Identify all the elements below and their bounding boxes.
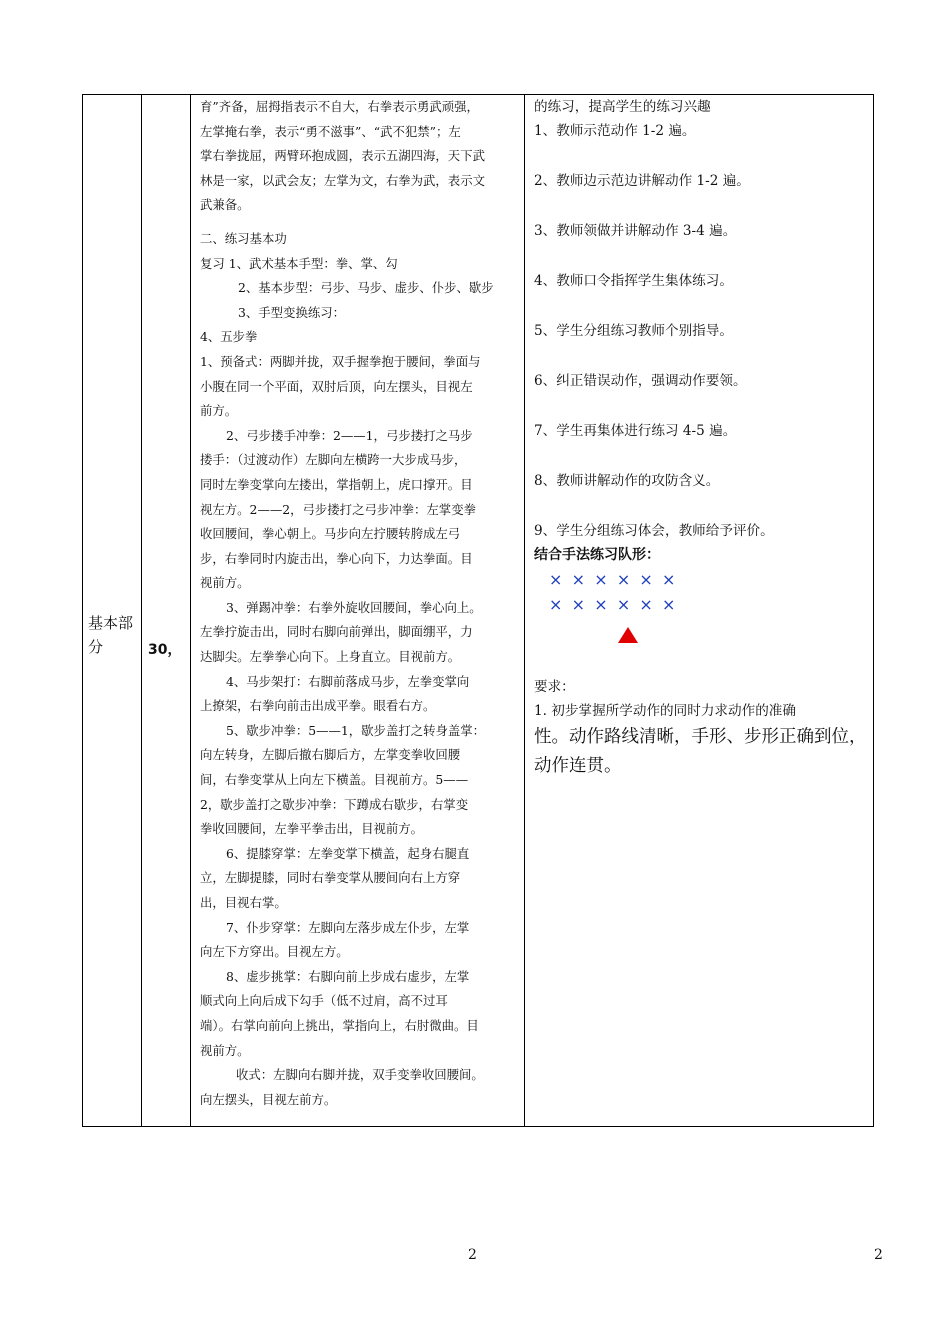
step-line: 间，右拳变掌从上向左下横盖。目视前方。5——	[200, 772, 469, 788]
step-line: 收回腰间，拳心朝上。马步向左拧腰转胯成左弓	[200, 526, 461, 542]
step-line: 视前方。	[200, 1042, 250, 1058]
column-divider	[524, 95, 525, 1126]
org-step-item: 8、教师讲解动作的攻防含义。	[534, 473, 720, 489]
step-line: 1、预备式：两脚并拢，双手握拳抱于腰间，拳面与	[200, 353, 481, 369]
formation-row: ××××××	[549, 595, 685, 614]
section-label: 基本部分	[88, 614, 134, 656]
step-line: 步，右拳同时内旋击出，拳心向下，力达拳面。目	[200, 550, 473, 566]
requirements-line: 1. 初步掌握所学动作的同时力求动作的准确	[534, 703, 796, 719]
teaching-content-cell	[200, 95, 520, 1112]
table-border-right	[873, 95, 874, 1126]
org-step-item: 1、教师示范动作 1-2 遍。	[534, 123, 696, 139]
org-first-line: 的练习，提高学生的练习兴趣	[534, 99, 711, 115]
org-step-item: 3、教师领做并讲解动作 3-4 遍。	[534, 223, 737, 239]
step-line: 2，歇步盖打之歇步冲拳：下蹲成右歇步，右掌变	[200, 796, 469, 812]
step-line: 4、马步架打：右脚前落成马步，左拳变掌向	[226, 673, 470, 689]
formation-row: ××××××	[549, 570, 685, 589]
org-step-item: 6、纠正错误动作，强调动作要领。	[534, 373, 747, 389]
wubuquan-steps	[200, 350, 520, 1112]
step-line: 向左转身，左脚后撤右脚后方，左掌变拳收回腰	[200, 747, 461, 763]
step-line: 8、虚步挑掌：右脚向前上步成右虚步，左掌	[226, 968, 470, 984]
step-line: 5、歇步冲拳：5——1，歇步盖打之转身盖掌：	[226, 722, 486, 738]
organization-cell	[534, 95, 869, 781]
org-step-item: 5、学生分组练习教师个别指导。	[534, 323, 733, 339]
step-line: 向左摆头，目视左前方。	[200, 1091, 337, 1107]
step-line: 达脚尖。左拳拳心向下。上身直立。目视前方。	[200, 649, 461, 665]
org-step-item: 7、学生再集体进行练习 4-5 遍。	[534, 423, 737, 439]
step-line: 立，左脚提膝，同时右拳变掌从腰间向右上方穿	[200, 870, 461, 886]
column-divider	[141, 95, 142, 1126]
step-line: 视左方。2——2，弓步搂打之弓步冲拳：左掌变拳	[200, 501, 476, 517]
step-line: 3、弹踢冲拳：右拳外旋收回腰间，拳心向上。	[226, 599, 482, 615]
step-line: 左拳拧旋击出，同时右脚向前弹出，脚面绷平，力	[200, 624, 473, 640]
review-item: 复习 1、武术基本手型：拳、掌、勾	[200, 255, 398, 271]
step-line: 向左下方穿出。目视左方。	[200, 944, 349, 960]
column-divider	[190, 95, 191, 1126]
teacher-triangle-icon	[618, 627, 638, 643]
step-line: 顺式向上向后成下勾手（低不过肩，高不过耳	[200, 993, 448, 1009]
step-line: 7、仆步穿掌：左脚向左落步成左仆步，左掌	[226, 919, 470, 935]
step-line: 上撩架，右拳向前击出成平拳。眼看右方。	[200, 698, 436, 714]
requirements-line: 性。动作路线清晰，手形、步形正确到位，	[534, 727, 867, 747]
step-line: 同时左拳变掌向左搂出，掌指朝上，虎口撑开。目	[200, 476, 473, 492]
step-line: 小腹在同一个平面，双肘后顶，向左摆头，目视左	[200, 378, 473, 394]
intro-paragraph	[200, 95, 520, 218]
table-border-left	[82, 95, 83, 1126]
intro-line: 武兼备。	[200, 197, 250, 213]
page-number-right: 2	[874, 1247, 883, 1263]
intro-line: 左掌掩右拳，表示“勇不滋事”、“武不犯禁”；左	[200, 123, 461, 139]
step-line: 前方。	[200, 403, 238, 419]
intro-line: 掌右拳拢屈，两臂环抱成圆，表示五湖四海，天下武	[200, 148, 485, 164]
step-line: 2、弓步搂手冲拳：2——1，弓步搂打之马步	[226, 427, 473, 443]
requirements-label: 要求：	[534, 679, 575, 695]
page-number: 2	[468, 1247, 477, 1263]
org-step-item: 2、教师边示范边讲解动作 1-2 遍。	[534, 173, 750, 189]
item-heading: 4、五步拳	[200, 329, 258, 345]
review-item: 2、基本步型：弓步、马步、虚步、仆步、歇步	[238, 280, 494, 296]
review-item: 3、手型变换练习：	[238, 304, 346, 320]
step-line: 搂手：（过渡动作）左脚向左横跨一大步成马步，	[200, 452, 467, 468]
step-line: 出，目视右掌。	[200, 895, 287, 910]
step-line: 拳收回腰间，左拳平拳击出，目视前方。	[200, 821, 424, 837]
formation-title: 结合手法练习队形：	[534, 547, 660, 563]
org-step-item: 9、学生分组练习体会，教师给予评价。	[534, 523, 774, 539]
requirements-line: 动作连贯。	[534, 756, 622, 776]
section-heading: 二、练习基本功	[200, 230, 287, 246]
step-line: 收式：左脚向右脚并拢，双手变拳收回腰间。	[236, 1067, 484, 1083]
intro-line: 林是一家，以武会友；左掌为文，右拳为武，表示文	[200, 172, 485, 188]
lesson-plan-table	[82, 94, 874, 1127]
duration-minutes: 30，	[148, 642, 182, 658]
step-line: 6、提膝穿掌：左拳变掌下横盖，起身右腿直	[226, 845, 470, 861]
org-steps-list	[534, 119, 869, 543]
teacher-position	[534, 617, 869, 675]
step-line: 视前方。	[200, 575, 250, 591]
intro-line: 育”齐备，屈拇指表示不自大，右拳表示勇武顽强，	[200, 99, 479, 114]
step-line: 端）。右掌向前向上挑出，掌指向上，右肘微曲。目	[200, 1017, 479, 1033]
org-step-item: 4、教师口令指挥学生集体练习。	[534, 273, 733, 289]
